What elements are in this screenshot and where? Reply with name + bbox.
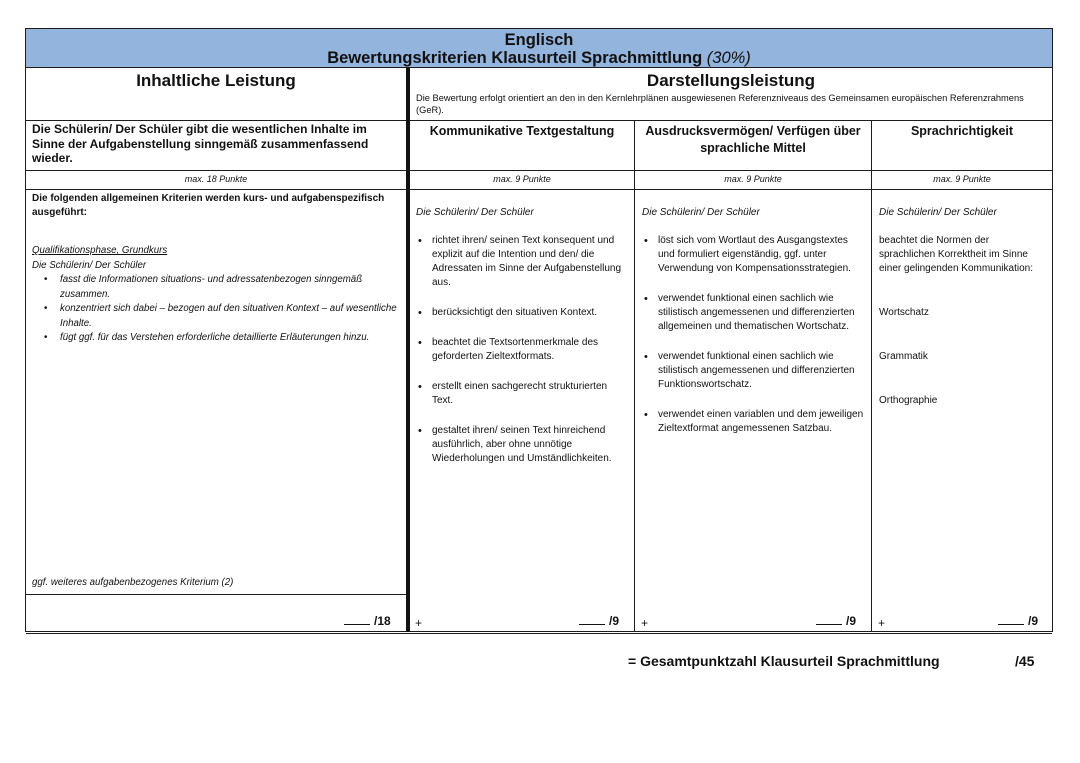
area-grammar: Grammatik: [879, 351, 928, 362]
list-item: • gestaltet ihren/ seinen Text hinreichend ausführlich, aber ohne unnötige Wiederholungen und Umständlichkeiten.: [416, 424, 626, 466]
list-item: • berücksichtigt den situativen Kontext.: [416, 306, 626, 320]
score-blank[interactable]: [344, 615, 370, 625]
task-statement: Die Schülerin/ Der Schüler gibt die wesentlichen Inhalte im Sinne der Aufgabenstellung sinngemäß zusammenfassend wieder.: [32, 122, 369, 165]
correctness-criteria: [879, 234, 1047, 408]
area-vocabulary: Wortschatz: [879, 307, 929, 318]
area-orthography: Orthographie: [879, 395, 938, 406]
list-item: • konzentriert sich dabei – bezogen auf den situativen Kontext – auf wesentliche Inhalte.: [32, 302, 404, 331]
rule: [26, 120, 406, 121]
subject-title: Englisch: [504, 31, 574, 49]
heading-presentation: Darstellungsleistung: [646, 71, 816, 90]
divider-col-2: [871, 120, 872, 632]
divider-col-1: [634, 120, 635, 632]
content-criteria-list: [32, 273, 404, 346]
rubric-table: [25, 68, 1053, 632]
col-header-communicative: Kommunikative Textgestaltung: [429, 124, 615, 138]
score-blank[interactable]: [998, 615, 1024, 625]
correctness-intro: beachtet die Normen der sprachlichen Korrektheit im Sinne einer gelingenden Kommunikation:: [879, 235, 1033, 274]
ger-note: Die Bewertung erfolgt orientiert an den in den Kernlehrplänen ausgewiesenen Referenzniveaus des Gemeinsamen europäischen Referenzrahmens (GeR).: [416, 93, 1024, 115]
score-correctness[interactable]: /9: [998, 614, 1038, 628]
list-item: • richtet ihren/ seinen Text konsequent und explizit auf die Intention und den/ die Adressaten im Sinne der Aufgabenstellung aus.: [416, 234, 626, 290]
total-label: = Gesamtpunktzahl Klausurteil Sprachmittlung: [628, 653, 940, 669]
max-points-correctness: max. 9 Punkte: [933, 174, 991, 184]
course-phase: Qualifikationsphase, Grundkurs: [32, 245, 168, 256]
max-points-communicative: max. 9 Punkte: [493, 174, 551, 184]
score-blank[interactable]: [816, 615, 842, 625]
subject-line: Die Schülerin/ Der Schüler: [32, 259, 147, 271]
col-header-expression: Ausdrucksvermögen/ Verfügen über sprachliche Mittel: [645, 124, 861, 155]
list-item: • verwendet funktional einen sachlich wie stilistisch angemessenen und differenzierten allgemeinen und thematischen Wortschatz.: [642, 292, 864, 334]
rule: [410, 120, 1052, 121]
list-item: • verwendet einen variablen und dem jeweiligen Zieltextformat angemessenen Satzbau.: [642, 408, 864, 436]
score-prefix: +: [641, 616, 649, 630]
score-prefix: +: [415, 616, 423, 630]
score-expression[interactable]: /9: [816, 614, 856, 628]
content-criteria: [32, 244, 404, 346]
communicative-criteria: [416, 234, 626, 466]
rule: [26, 170, 1052, 171]
max-points-content: max. 18 Punkte: [184, 174, 248, 184]
rubric-header: [25, 28, 1053, 68]
score-blank[interactable]: [579, 615, 605, 625]
total-max: /45: [1015, 653, 1035, 669]
subject-line: Die Schülerin/ Der Schüler: [642, 207, 760, 218]
list-item: • fügt ggf. für das Verstehen erforderliche detaillierte Erläuterungen hinzu.: [32, 331, 404, 346]
divider-left-right: [406, 68, 410, 632]
rubric-page: [25, 28, 1053, 632]
list-item: • fasst die Informationen situations- und adressatenbezogen sinngemäß zusammen.: [32, 273, 404, 302]
list-item: • löst sich vom Wortlaut des Ausgangstextes und formuliert eigenständig, ggf. unter Verwendung von Kompensationsstrategien.: [642, 234, 864, 276]
subject-line: Die Schülerin/ Der Schüler: [416, 207, 534, 218]
rubric-title: Bewertungskriterien Klausurteil Sprachmittlung (30%): [327, 49, 751, 68]
further-criterion: ggf. weiteres aufgabenbezogenes Kriterium (2): [32, 577, 234, 588]
expression-criteria: [642, 234, 864, 436]
score-content[interactable]: /18: [344, 614, 391, 628]
heading-content: Inhaltliche Leistung: [136, 71, 296, 90]
general-criteria-intro: Die folgenden allgemeinen Kriterien werden kurs- und aufgabenspezifisch ausgeführt:: [32, 193, 385, 218]
col-header-correctness: Sprachrichtigkeit: [910, 124, 1014, 138]
max-points-expression: max. 9 Punkte: [724, 174, 782, 184]
list-item: • beachtet die Textsortenmerkmale des geforderten Zieltextformats.: [416, 336, 626, 364]
rule: [26, 633, 1052, 634]
list-item: • verwendet funktional einen sachlich wie stilistisch angemessenen und differenzierten Funktionswortschatz.: [642, 350, 864, 392]
subject-line: Die Schülerin/ Der Schüler: [879, 207, 997, 218]
rule: [26, 594, 406, 595]
score-communicative[interactable]: /9: [579, 614, 619, 628]
list-item: • erstellt einen sachgerecht strukturierten Text.: [416, 380, 626, 408]
rule: [26, 189, 1052, 190]
score-prefix: +: [878, 616, 886, 630]
